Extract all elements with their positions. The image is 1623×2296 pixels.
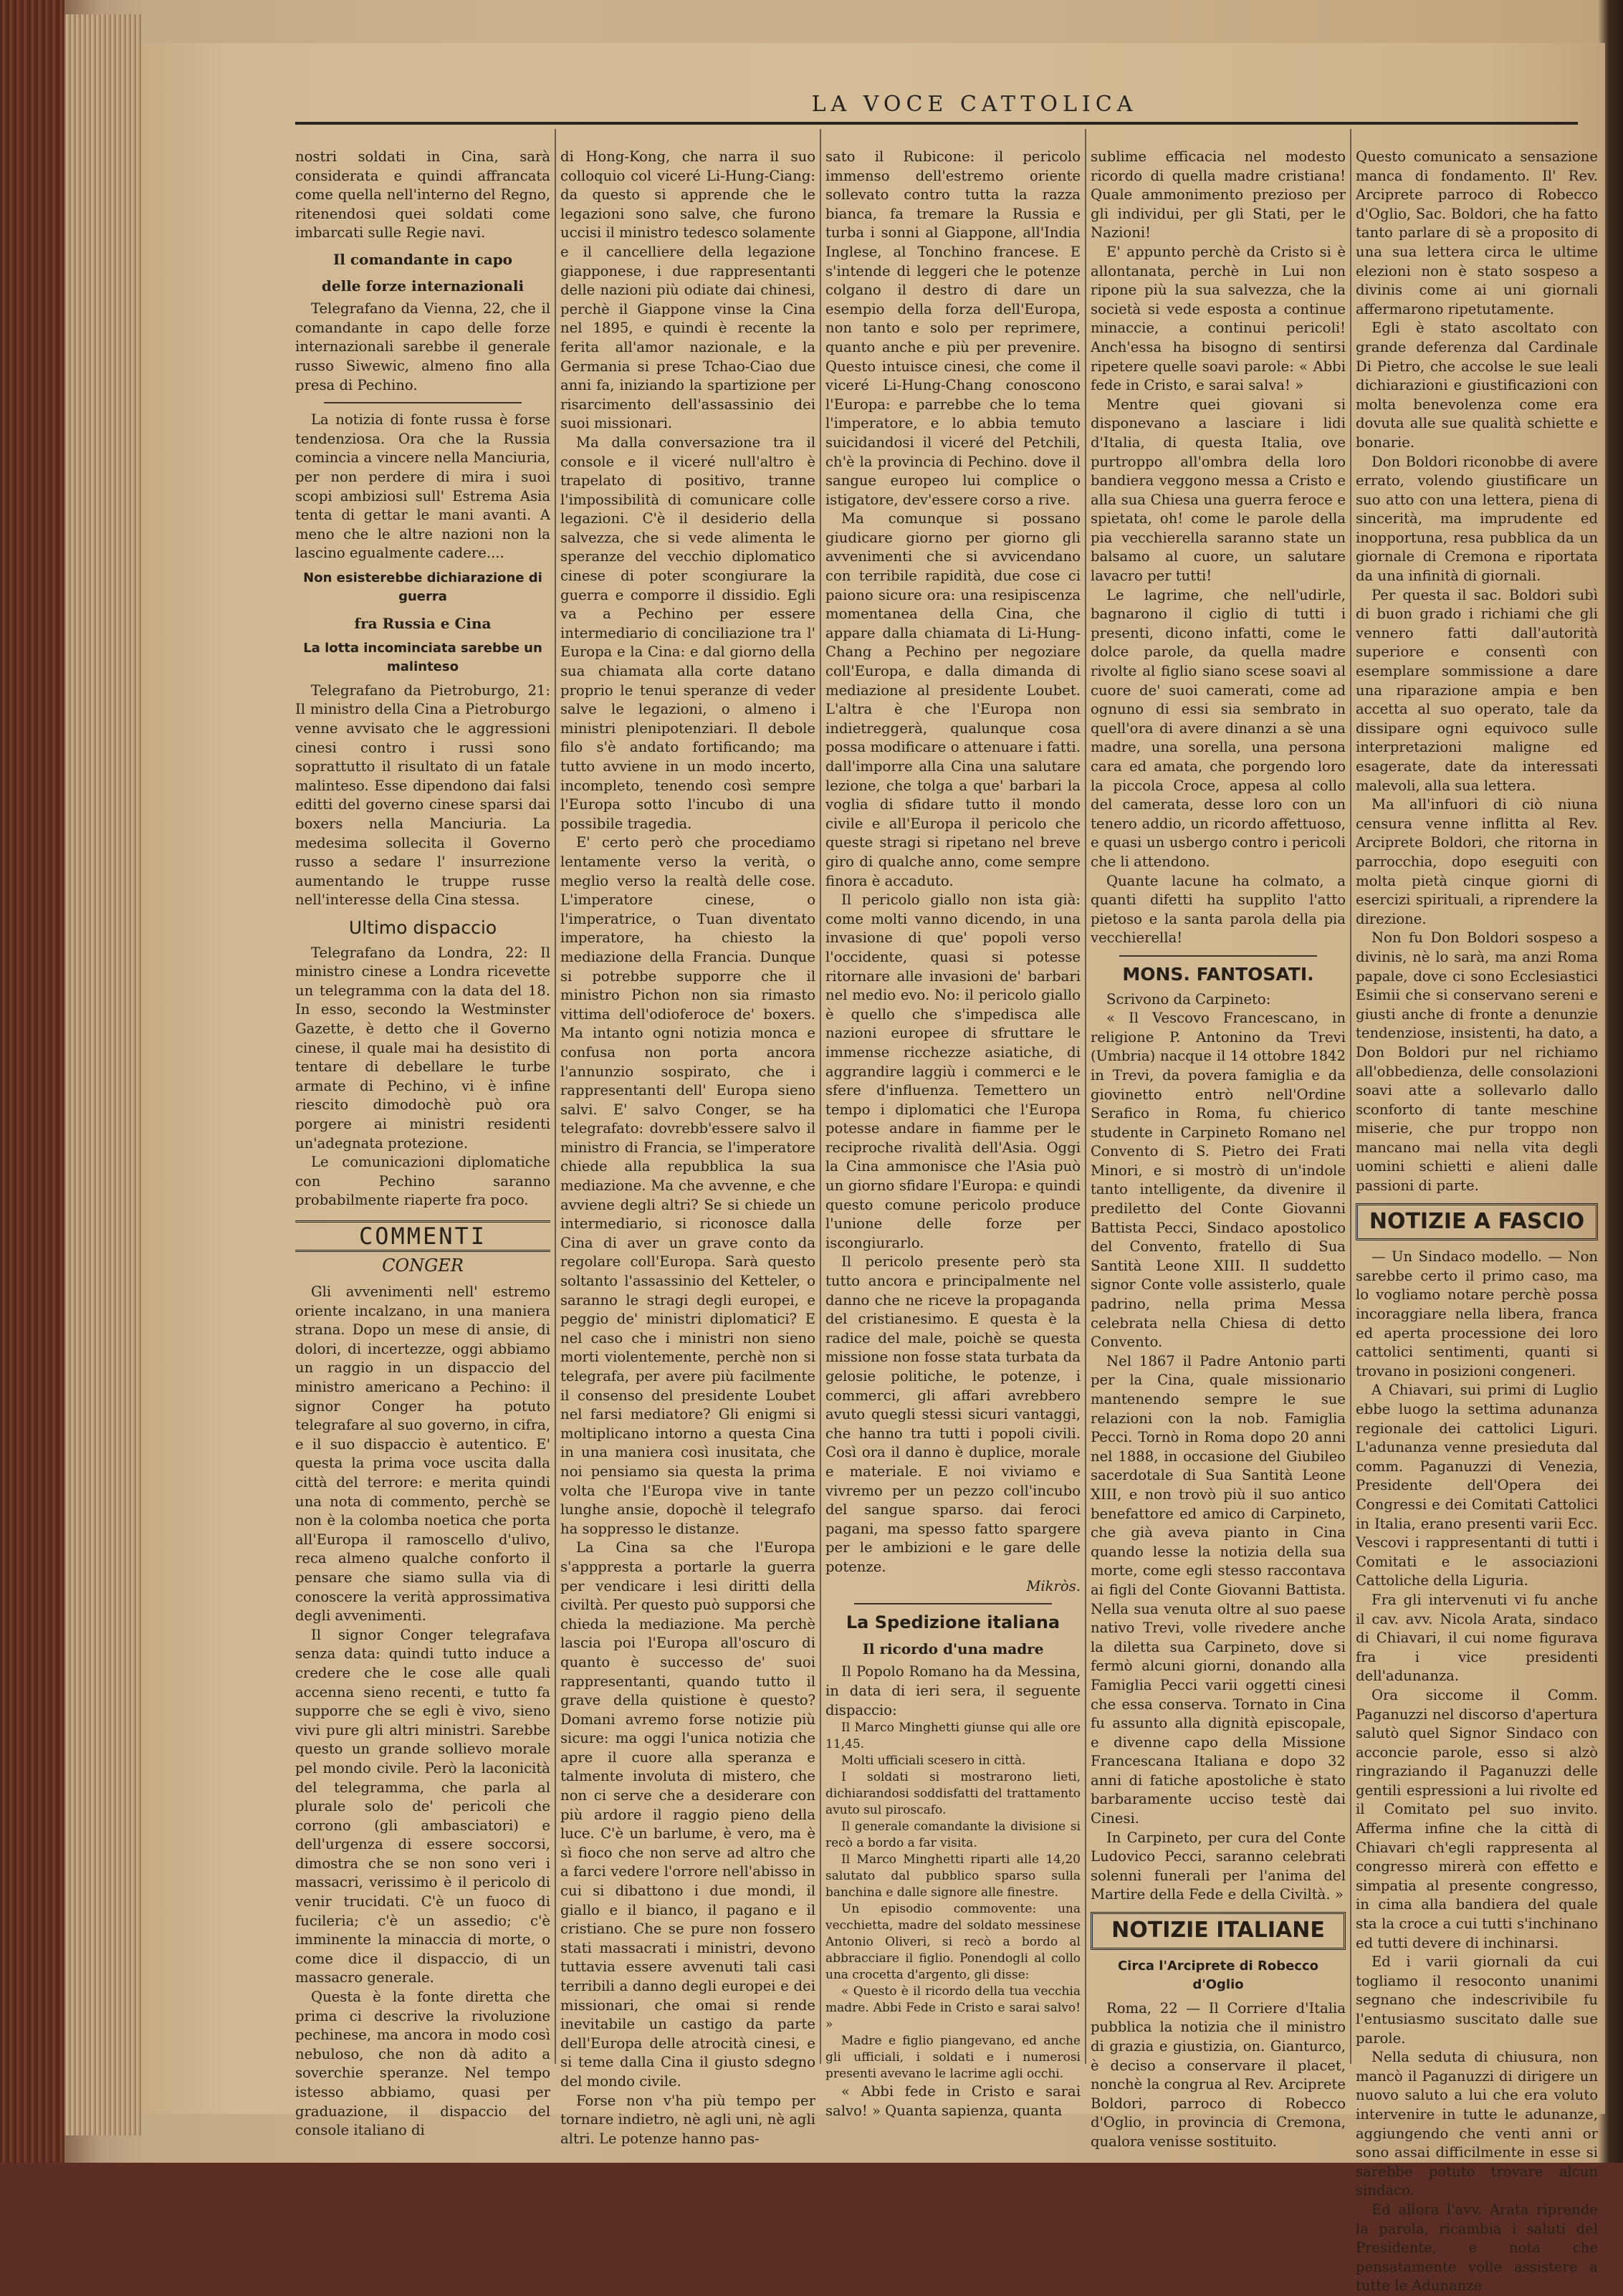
paragraph: Nella seduta di chiusura, non mancò il Paganuzzi di dirigere un nuovo saluto a lui che era voluto intervenire in tutte le adunanze, aggiungendo che venti anni or sono assai difficilmente in esse si sarebbe potuto trovare alcun sindaco.: [1356, 2049, 1598, 2199]
column-2: [560, 148, 815, 2148]
separator: [1119, 955, 1317, 957]
signature: Mikròs.: [1026, 1577, 1081, 1594]
paragraph: nostri soldati in Cina, sarà considerata e quindi affrancata come quella nell'interno del Regno, ritenendosi quei soldati come imbarcati sulle Regie navi.: [295, 148, 550, 241]
dispatch-line: I soldati si mostrarono lieti, dichiarandosi soddisfatti del trattamento avuto sul piroscafo.: [825, 1770, 1081, 1818]
paragraph: Ed allora l'avv. Arata riprende la parola, ricambia i saluti del Presidente, e nota che pensatamente volle assistere a tutte le Adunanze: [1356, 2201, 1598, 2295]
paragraph: E' appunto perchè da Cristo si è allontanata, perchè in Lui non ripone più la sua salvezza, che la società si vede esposta a continue minaccie, a continui pericoli! Anch'essa ha bisogno di sentirsi ripetere quelle soavi parole: « Abbi fede in Cristo, e sarai salva! »: [1091, 243, 1346, 394]
paragraph: Egli è stato ascoltato con grande deferenza dal Cardinale Di Pietro, che accolse le sue leali dichiarazioni e giustificazioni con molta benevolenza come era dovuta alle sue qualità schiette e bonarie.: [1356, 320, 1598, 451]
paragraph: Scrivono da Carpineto:: [1106, 990, 1271, 1008]
paragraph: Non fu Don Boldori sospeso a divinis, nè lo sarà, ma anzi Roma papale, dove ci sono Ecclesiastici Esimii che si conservano sereni e giusti anche di fronte a denunzie tendenziose, insistenti, ha dato, a Don Boldori pur nel richiamo all'obbedienza, delle consolazioni soavi atte a sollevarlo dallo sconforto di tante meschine miserie, che pur troppo non mancano mai nella vita degli uomini schietti e alieni dalle passioni di parte.: [1356, 929, 1598, 1195]
paragraph: Telegrafano da Londra, 22: Il ministro cinese a Londra ricevette un telegramma con la data del 18. In esso, secondo la Westminster Gazette, è detto che il Governo cinese, il quale mai ha desistito di tentare di debellare le turbe armate di Pechino, vi è infine riescito dimodochè può ora porgere ai ministri residenti un'adegnata protezione.: [295, 944, 550, 1152]
paragraph: Questo comunicato a sensazione manca di fondamento. Il' Rev. Arciprete parroco di Robecco d'Oglio, Sac. Boldori, che ha fatto tanto parlare di sè a proposito di una sua lettera circa le ultime elezioni non è stato sospeso a divinis come ai uni giornali affermarono ripetutamente.: [1356, 148, 1598, 317]
section-banner: COMMENTI: [295, 1220, 550, 1253]
article-title: CONGER: [382, 1255, 464, 1276]
headline: La lotta incominciata sarebbe un malinteso: [303, 640, 542, 675]
headline: MONS. FANTOSATI.: [1122, 963, 1314, 985]
dispatch-line: Un episodio commovente: una vecchietta, madre del soldato messinese Antonio Oliveri, si recò a bordo al abbracciare il figlio. Ponendogli al collo una crocetta d'argento, gli disse:: [825, 1902, 1081, 1983]
paragraph: Le lagrime, che nell'udirle, bagnarono il ciglio di tutti i presenti, dicono infatti, come le dolce parole, da quella madre rivolte al figlio siano scese soavi al cuore de' suoi camerati, come ad ognuno di essi sia sembrato in quell'ora di avere dinanzi a sè una madre, una sorella, una persona cara ed amata, che porgendo loro la piccola Croce, appesa al collo del camerata, desse loro con un tenero addio, un ricordo affettuoso, e quasi un usbergo contro i pericoli che li attendono.: [1091, 586, 1346, 870]
section-banner: NOTIZIE ITALIANE: [1091, 1912, 1346, 1950]
paragraph: di Hong-Kong, che narra il suo colloquio col viceré Li-Hung-Ciang: da questo si apprende che le legazioni sono salve, che furono uccisi il ministro tedesco solamente e il cancelliere della legazione giapponese, i due rappresentanti delle nazioni più odiate dai chinesi, perchè il Giappone vinse la Cina nel 1895, e quindi è recente la ferita all'amor nazionale, e la Germania si prese Tchao-Ciao due anni fa, iniziando la spartizione per risarcimento dell'assassinio dei suoi missionari.: [560, 148, 815, 432]
paragraph: Ed i varii giornali da cui togliamo il resoconto unanimi segnano che indescrivibile fu l'entusiasmo suscitato dalle sue parole.: [1356, 1953, 1598, 2047]
paragraph: Il pericolo giallo non ista già: come molti vanno dicendo, in una invasione di que' popoli verso l'occidente, quasi si potesse ritornare alle invasioni de' barbari nel medio evo. No: il pericolo giallo è quello che s'impedisca alle nazioni europee di sfruttare le immense ricchezze asiatiche, di aggrandire laggiù i commerci e le sfere d'influenza. Temettero un tempo i diplomatici che l'Europa potesse andare in fiamme per le reciproche rivalità dell'Asia. Oggi la Cina ammonisce che l'Asia può un giorno sfidare l'Europa: e quindi questo comune pericolo produce l'unione delle forze per iscongiurarlo.: [825, 891, 1081, 1251]
paragraph: Roma, 22 — Il Corriere d'Italia pubblica la notizia che il ministro di grazia e giustizia, on. Gianturco, è deciso a conservare il placet, nonchè la congrua al Rev. Arciprete Boldori, parroco di Robecco d'Oglio, in provincia di Cremona, qualora venisse sostituito.: [1091, 1999, 1346, 2150]
paragraph: Fra gli intervenuti vi fu anche il cav. avv. Nicola Arata, sindaco di Chiavari, il cui nome figurava fra i vice presidenti dell'adunanza.: [1356, 1591, 1598, 1685]
paragraph: Il Popolo Romano ha da Messina, in data di ieri sera, il seguente dispaccio:: [825, 1663, 1081, 1718]
column-5: [1356, 148, 1598, 2296]
column-3: [825, 148, 1081, 2120]
paragraph: Questa è la fonte diretta che prima ci descrive la rivoluzione pechinese, ma ancora in modo così nebuloso, che non dà adito a soverchie speranze. Nel tempo istesso abbiamo, quasi per graduazione, il dispaccio del console italiano di: [295, 1989, 550, 2139]
column-rule: [555, 129, 556, 2064]
paragraph: Telegrafano da Pietroburgo, 21: Il ministro della Cina a Pietroburgo venne avvisato che le aggressioni cinesi contro i russi sono soprattutto il risultato di un fatale malinteso. Esse dipendono dai falsi editti del governo cinese sparsi dai boxers nella Manciuria. La medesima sollecita il Governo russo a sedare l' insurrezione aumentando le truppe russe nell'interesse della Cina stessa.: [295, 681, 550, 909]
column-rule: [1085, 129, 1086, 2064]
paragraph: Ma all'infuori di ciò niuna censura venne inflitta al Rev. Arciprete Boldori, che ritorna in parrocchia, dopo eseguiti con molta pietà cinque giorni di esercizi spirituali, a riprendere la direzione.: [1356, 796, 1598, 927]
paragraph: Le comunicazioni diplomatiche con Pechino saranno probabilmente riaperte fra poco.: [295, 1154, 550, 1209]
headline: fra Russia e Cina: [354, 615, 492, 633]
paragraph: La Cina sa che l'Europa s'apppresta a portarle la guerra per vendicare i lesi diritti della civiltà. Per questo può supporsi che chieda la mediazione. Ma perchè lascia poi l'Europa all'oscuro di quanto è successo de' suoi rappresentanti, quando tutto il grave della quistione è questo? Domani avremo forse notizie più sicure: ma oggi l'unica notizia che apre il cuore alla speranza e talmente involuta di mistero, che non ci serve che a desiderare con più ardore il raggio pieno della luce. C'è un barlume, è vero, ma è sì fioco che non serve ad altro che a farci vedere l'orrore nell'abisso in cui si dibattono i due mondi, il giallo e il bianco, il pagano e il cristiano. Che se pure non fossero stati massacrati i ministri, devono tuttavia essere avvenuti tali casi terribili a danno degli europei e dei missionari, che omai si rende inevitabile un castigo da parte dell'Europa delle atrocità cinesi, e si teme dalla Cina il giusto sdegno del mondo civile.: [560, 1539, 815, 2090]
headline: delle forze internazionali: [321, 277, 525, 295]
paragraph: Don Boldori riconobbe di avere errato, volendo giustificare un suo atto con una lettera, piena di sincerità, ma imprudente ed inopportuna, resa pubblica da un giornale di Cremona e riportata da una infinità di giornali.: [1356, 453, 1598, 585]
paragraph: In Carpineto, per cura del Conte Ludovico Pecci, saranno celebrati solenni funerali per l'anima del Martire della Fede e della Civiltà. »: [1091, 1829, 1346, 1903]
column-rule: [1350, 129, 1351, 2064]
headline: Ultimo dispaccio: [348, 917, 497, 938]
paragraph: Quante lacune ha colmato, a quanti difetti ha supplito l'atto pietoso e la santa parola della pia vecchierella!: [1091, 872, 1346, 947]
paragraph: La notizia di fonte russa è forse tendenziosa. Ora che la Russia comincia a vincere nella Manciuria, per non perdere di mira i suoi scopi ambiziosi sull' Estrema Asia tenta di gettar le mani avanti. A meno che le altre nazioni non la lascino egualmente cadere....: [295, 411, 550, 562]
dispatch-line: Madre e figlio piangevano, ed anche gli ufficiali, i soldati e i numerosi presenti avevano le lacrime agli occhi.: [825, 2034, 1081, 2082]
dispatch-line: Il generale comandante la divisione si recò a bordo a far visita.: [825, 1819, 1081, 1851]
column-4: [1091, 148, 1346, 2152]
paragraph: Nel 1867 il Padre Antonio parti per la Cina, quale missionario mantenendo sempre le sue relazioni con la nob. Famiglia Pecci. Tornò in Roma dopo 20 anni nel 1888, in occasione del Giubileo sacerdotale di Sua Santità Leone XIII, e non trovò più il suo antico benefattore ed amico di Carpineto, che già aveva pianto in Cina quando lesse la notizia della sua morte, come egli stesso raccontava ai figli del Conte Giovanni Battista. Nella sua venuta oltre al suo paese nativo Trevi, volle rivedere anche la diletta sua Carpineto, dove si fermò alcuni giorni, donando alla Famiglia Pecci varii oggetti cinesi che essa conserva. Tornato in Cina fu assunto alla dignità episcopale, e divenne capo della Missione Francescana Italiana e dopo 32 anni di fatiche apostoliche è stato barbaramente ucciso testè dai Cinesi.: [1091, 1352, 1346, 1827]
paragraph: — Un Sindaco modello. — Non sarebbe certo il primo caso, ma lo vogliamo notare perchè possa incoraggiare nella libera, franca ed aperta processione dei loro cattolici sentimenti, quanti si trovano in posizioni congeneri.: [1356, 1248, 1598, 1379]
paragraph: sublime efficacia nel modesto ricordo di quella madre cristiana! Quale ammonimento prezioso per gli individui, per gli Stati, per le Nazioni!: [1091, 148, 1346, 241]
paragraph: Il signor Conger telegrafava senza data: quindi tutto induce a credere che le cose alle quali accenna sieno recenti, e tutto fa supporre che se egli è vivo, sieno vivi pure gli altri ministri. Sarebbe questo un grande sollievo morale pel mondo civile. Però la laconicità del telegramma, che parla al plurale solo de' pericoli che corrono (gli ambasciatori) e dell'urgenza di essere soccorsi, dimostra che se non sono veri i massacri, verissimo è il pericolo di venir trucidati. C'è un fuoco di fucileria; c'è un assedio; c'è imminente la minaccia di morte, o come dice il dispaccio, di un massacro generale.: [295, 1626, 550, 1986]
separator: [854, 1603, 1052, 1604]
running-head: LA VOCE CATTOLICA: [811, 92, 1138, 117]
separator: [324, 402, 522, 403]
headline: Circa l'Arciprete di Robecco d'Oglio: [1117, 1958, 1319, 1993]
paragraph: A Chiavari, sui primi di Luglio ebbe luogo la settima adunanza regionale dei cattolici Liguri. L'adunanza venne presieduta dal comm. Paganuzzi di Venezia, Presidente dell'Opera dei Congressi e dei Comitati Cattolici in Italia, erano presenti varii Ecc. Vescovi i rappresentanti di tutti i Comitati e le associazioni Cattoliche della Liguria.: [1356, 1382, 1598, 1589]
headline: Non esisterebbe dichiarazione di guerra: [303, 570, 542, 605]
dispatch-line: « Questo è il ricordo della tua vecchia madre. Abbi Fede in Cristo e sarai salvo! »: [825, 1984, 1081, 2032]
dispatch-line: Il Marco Minghetti giunse qui alle ore 11,45.: [825, 1721, 1081, 1752]
headline: La Spedizione italiana: [846, 1612, 1061, 1633]
paragraph: Mentre quei giovani si disponevano a lasciare i lidi d'Italia, di questa Italia, ove purtroppo all'ombra della loro bandiera veggono messa a Cristo e alla sua Chiesa una guerra feroce e spietata, oh! come le parole della pia vecchierella saranno state un balsamo al cuore, un salutare lavacro per tutti!: [1091, 396, 1346, 585]
paragraph: « Il Vescovo Francescano, in religione P. Antonino da Trevi (Umbria) nacque il 14 ottobre 1842 in Trevi, da povera famiglia e da giovinetto entrò nell'Ordine Serafico in Roma, fu chierico studente in Carpineto Romano nel Convento di S. Pietro dei Frati Minori, e si mostrò di un'indole tanto intelligente, da divenire il prediletto del Conte Giovanni Battista Pecci, Sindaco apostolico del Convento, fratello di Sua Santità Leone XIII. Il suddetto signor Conte volle assisterlo, quale padrino, nella prima Messa celebrata nella Chiesa di detto Convento.: [1091, 1010, 1346, 1351]
paragraph: Forse non v'ha più tempo per tornare indietro, nè agli uni, nè agli altri. Le potenze hanno pas-: [560, 2092, 815, 2147]
dispatch-line: Molti ufficiali scesero in città.: [841, 1754, 1026, 1769]
paragraph: Per questa il sac. Boldori subì di buon grado i richiami che gli vennero fatti dall'autorità superiore e consentì con esemplare sommissione a dare una riparazione ampia e ben accetta al suo operato, tale da dissipare ogni equivoco sulle interpretazioni maligne ed esagerate, date da interessati malevoli, alla sua lettera.: [1356, 586, 1598, 794]
column-rule: [820, 129, 821, 2064]
paragraph: Ma comunque si possano giudicare giorno per giorno gli avvenimenti che si avvicendano con terribile rapidità, due cose ci paiono sicure ora: una resipiscenza momentanea della Cina, che appare dalla chiamata di Li-Hung-Chang a Pechino per negoziare coll'Europa, e dalla dimanda di mediazione al presidente Loubet. L'altra è che l'Europa non indietreggerà, qualunque cosa possa modificare o attenuare i fatti. dall'imporre alla Cina una salutare lezione, che tolga a que' barbari la voglia di sfidare tutto il mondo civile e all'Europa il pericolo che queste stragi si ripetano nel breve giro di qualche anno, come sempre finora è accaduto.: [825, 510, 1081, 889]
paragraph: Il pericolo presente però sta tutto ancora e principalmente nel danno che ne riceve la propaganda del cristianesimo. E questa è la radice del male, poichè se questa missione non fosse stata turbata da gelosie politiche, le potenze, i commerci, gli affari avrebbero avuto quegli stessi sicuri vantaggi, che hanno tra tutti i popoli civili. Così ora il danno è duplice, morale e materiale. E noi viviamo e vivremo per un pezzo coll'incubo del sangue sparso. dai feroci pagani, ma spesso fatto spargere per le ambizioni e le gare delle potenze.: [825, 1253, 1081, 1575]
paragraph: Telegrafano da Vienna, 22, che il comandante in capo delle forze internazionali sarebbe il generale russo Siwewic, almeno fino alla presa di Pechino.: [295, 300, 550, 393]
headline: Il ricordo d'una madre: [862, 1640, 1044, 1658]
page-edges: [64, 14, 143, 2135]
book-spine: [0, 0, 64, 2163]
paragraph: Gli avvenimenti nell' estremo oriente incalzano, in una maniera strana. Dopo un mese di ansie, di dolori, di incertezze, oggi abbiamo un raggio in un dispaccio del ministro americano a Pechino: il signor Conger ha potuto telegrafare al suo governo, in cifra, e il suo dispaccio è autentico. E' questa la prima voce uscita dalla città del terrore: e merita quindi una nota di commento, perchè se non è la colomba noetica che porta all'Europa il ramoscello d'ulivo, reca almeno qualche conforto il pensare che siamo sulla via di conoscere la verità approssimativa degli avvenimenti.: [295, 1283, 550, 1625]
paragraph: « Abbi fede in Cristo e sarai salvo! » Quanta sapienza, quanta: [825, 2083, 1081, 2119]
paragraph: sato il Rubicone: il pericolo immenso dell'estremo oriente sollevato contro tutta la razza bianca, fa tremare la Russia e turba i sonni al Giappone, all'India Inglese, al Tonchino francese. E s'intende di leggeri che le potenze colgano il destro di dare un esempio della forza dell'Europa, non tanto e solo per reprimere, quanto anche e più per prevenire. Questo intuisce cinesi, che come il viceré Li-Hung-Chang conoscono l'Europa: e parrebbe che lo tema l'imperatore, e lo abbia temuto suicidandosi il viceré del Petchili, ch'è la provincia di Pechino. dove il sangue europeo lui complice o istigatore, dev'essere corso a rive.: [825, 148, 1081, 508]
paragraph: Ora siccome il Comm. Paganuzzi nel discorso d'apertura salutò quel Signor Sindaco con acconcie parole, esso si alzò ringraziando il Paganuzzi delle gentili espressioni a lui rivolte ed il Comitato pel suo invito. Afferma infine che la città di Chiavari ch'egli rappresenta al congresso mirerà con effetto e simpatia al presente congresso, in cima alla bandiera del quale sta la croce a cui tutti s'inchinano ed tutti devere di inchinarsi.: [1356, 1686, 1598, 1951]
headline: Il comandante in capo: [332, 250, 513, 268]
paragraph: E' certo però che procediamo lentamente verso la verità, o meglio verso la realtà delle cose. L'imperatore cinese, o l'imperatrice, o Tuan diventato imperatore, ha chiesto la mediazione della Francia. Dunque si potrebbe supporre che il ministro Pichon non sia rimasto vittima dell'odioferoce de' boxers. Ma intanto ogni notizia monca e confusa non porta ancora l'annunzio sospirato, che i rappresentanti dell' Europa sieno salvi. E' salvo Conger, se ha telegrafato: dovrebb'essere salvo il ministro di Francia, se l'imperatore chiede alla repubblica la sua mediazione. Ma che avvenne, e che avviene degli altri? Se si chiede un intermediario, si riconosce dalla Cina di aver un grave conto da regolare coll'Europa. Sarà questo soltanto l'assassinio del Ketteler, o saranno le stragi degli europei, e peggio de' ministri diplomatici? E nel caso che i ministri non sieno morti violentemente, perchè non si telegrafa, per avere più facilmente il consenso del presidente Loubet nel farsi mediatore? Gli enigmi si moltiplicano intorno a questa Cina in una maniera così inusitata, che noi pensiamo sia questa la prima volta che l'Europa vive in tante lunghe ansie, dopochè il telegrafo ha soppresso le distanze.: [560, 834, 815, 1537]
dispatch-line: Il Marco Minghetti riparti alle 14,20 salutato dal pubblico sparso sulla banchina e dalle signore alle finestre.: [825, 1852, 1081, 1900]
paragraph: Ma dalla conversazione tra il console e il viceré null'altro è trapelato di positivo, tranne l'impossibilità di comunicare colle legazioni. C'è il desiderio della salvezza, che si vede alimenta le speranze del vecchio diplomatico cinese di poter scongiurare la guerra e comporre il dissidio. Egli va a Pechino per essere intermediario di conciliazione tra l' Europa e la Cina: e dal giorno della sua chiamata alla corte datano proprio le tenui speranze di veder salve le legazioni, o almeno i ministri plenipotenziari. Il debole filo s'è andato fortificando; ma tutto avviene in un modo incerto, incompleto, tenendo così sempre l'Europa sotto l'incubo di una possibile tragedia.: [560, 434, 815, 832]
column-1: [295, 148, 550, 2140]
section-banner: NOTIZIE A FASCIO: [1356, 1203, 1598, 1241]
header-rule: [295, 122, 1578, 125]
